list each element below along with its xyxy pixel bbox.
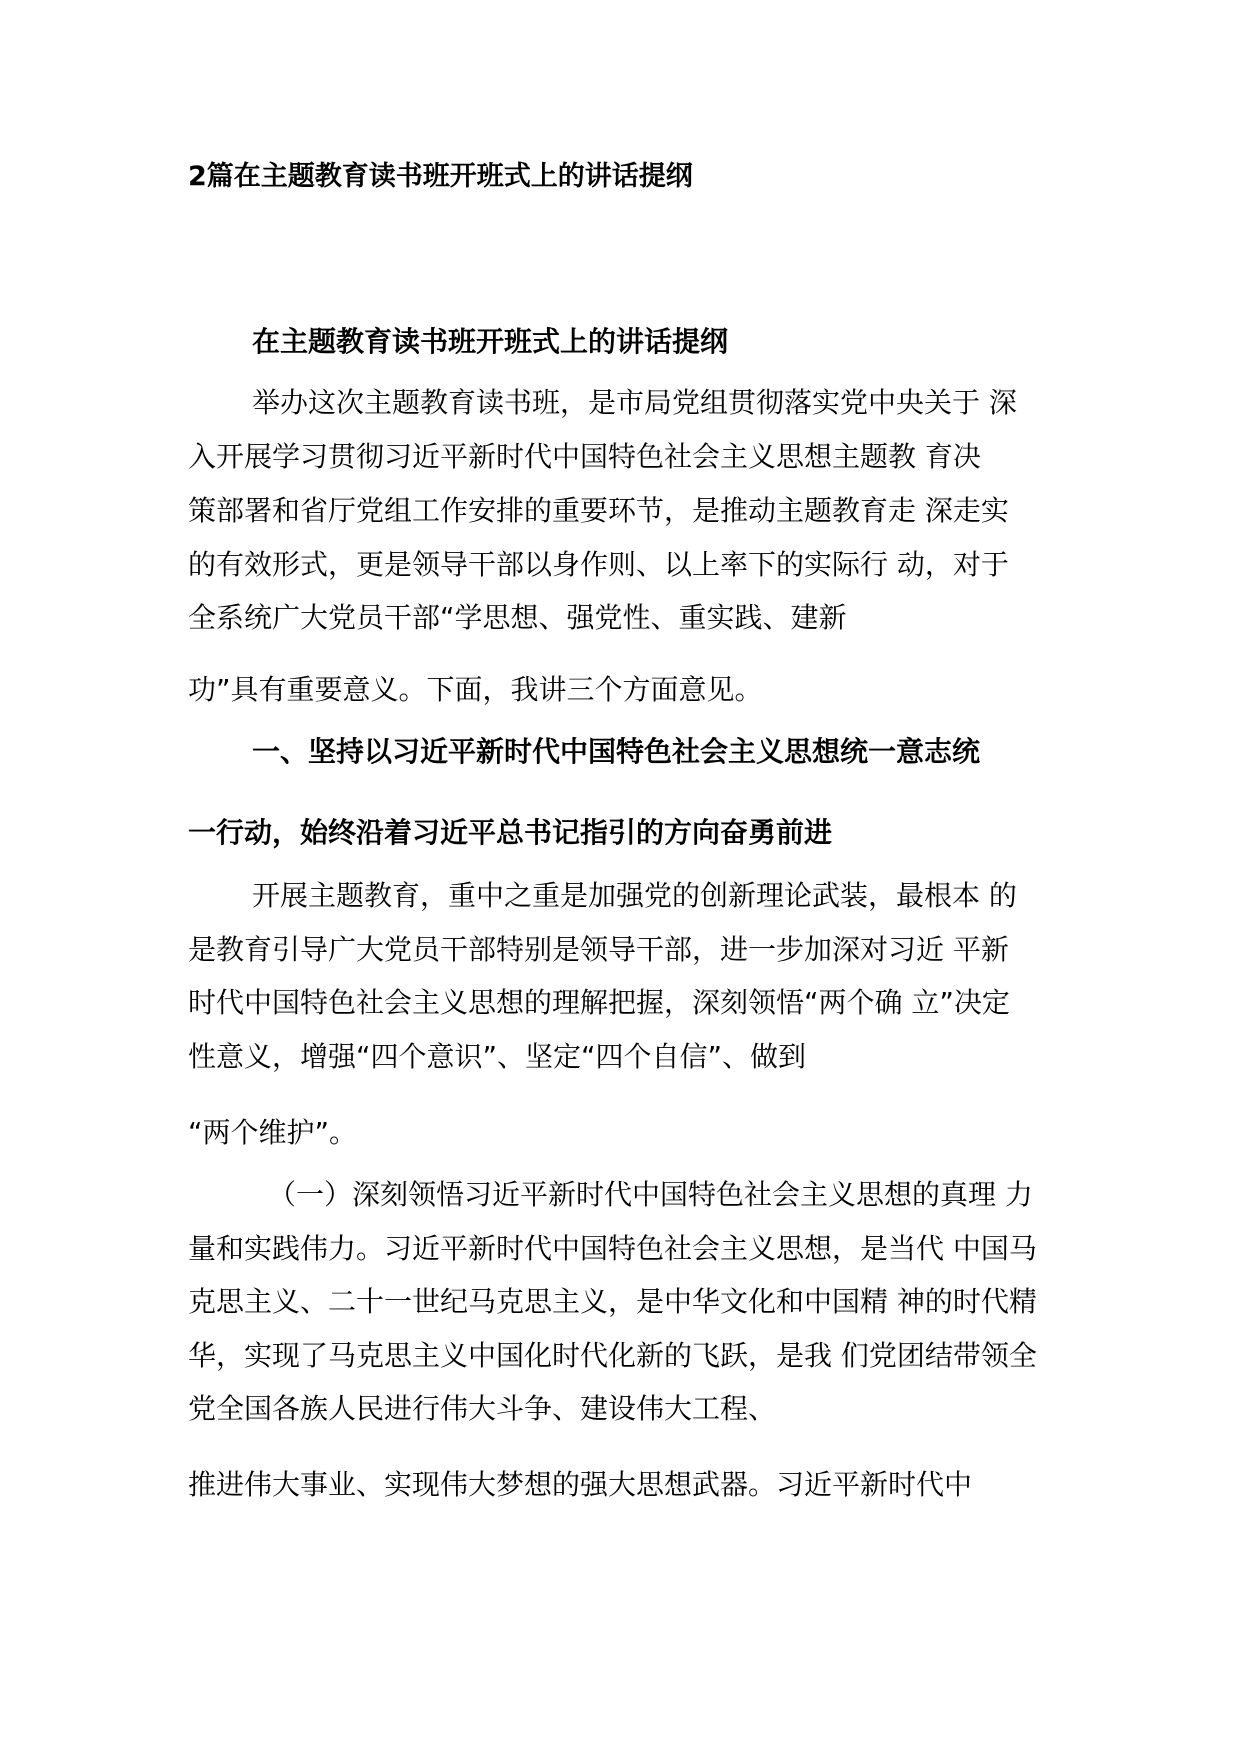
paragraph-line: 的有效形式，更是领导干部以身作则、以上率下的实际行 动，对于	[188, 548, 1009, 581]
paragraph-line: 入开展学习贯彻习近平新时代中国特色社会主义思想主题教 育决	[188, 440, 981, 473]
section-heading-line: 一、坚持以习近平新时代中国特色社会主义思想统一意志统	[252, 735, 981, 768]
paragraph-line: 克思主义、二十一世纪马克思主义，是中华文化和中国精 神的时代精	[188, 1285, 1037, 1318]
paragraph-line: 性意义，增强“四个意识”、坚定“四个自信”、做到	[188, 1040, 807, 1073]
paragraph-line: 举办这次主题教育读书班，是市局党组贯彻落实党中央关于 深	[252, 386, 1017, 419]
paragraph-line: 华，实现了马克思主义中国化时代化新的飞跃，是我 们党团结带领全	[188, 1339, 1037, 1372]
paragraph-line: （一）深刻领悟习近平新时代中国特色社会主义思想的真理 力	[268, 1178, 1033, 1211]
paragraph-line: 是教育引导广大党员干部特别是领导干部，进一步加深对习近 平新	[188, 933, 1009, 966]
paragraph-line: 策部署和省厅党组工作安排的重要环节，是推动主题教育走 深走实	[188, 494, 1009, 527]
paragraph-line: “两个维护”。	[188, 1116, 358, 1149]
paragraph-line: 时代中国特色社会主义思想的理解把握，深刻领悟“两个确 立”决定	[188, 986, 1010, 1019]
speech-heading: 在主题教育读书班开班式上的讲话提纲	[252, 325, 729, 358]
section-heading-line: 一行动，始终沿着习近平总书记指引的方向奋勇前进	[188, 816, 833, 849]
paragraph-line: 开展主题教育，重中之重是加强党的创新理论武装，最根本 的	[252, 879, 1017, 912]
document-title: 2篇在主题教育读书班开班式上的讲话提纲	[188, 161, 693, 192]
paragraph-line: 党全国各族人民进行伟大斗争、建设伟大工程、	[188, 1392, 777, 1425]
paragraph-line: 推进伟大事业、实现伟大梦想的强大思想武器。习近平新时代中	[188, 1468, 973, 1501]
paragraph-line: 量和实践伟力。习近平新时代中国特色社会主义思想，是当代 中国马	[188, 1232, 1037, 1265]
paragraph-line: 功”具有重要意义。下面，我讲三个方面意见。	[188, 673, 763, 706]
paragraph-line: 全系统广大党员干部“学思想、强党性、重实践、建新	[188, 601, 847, 634]
